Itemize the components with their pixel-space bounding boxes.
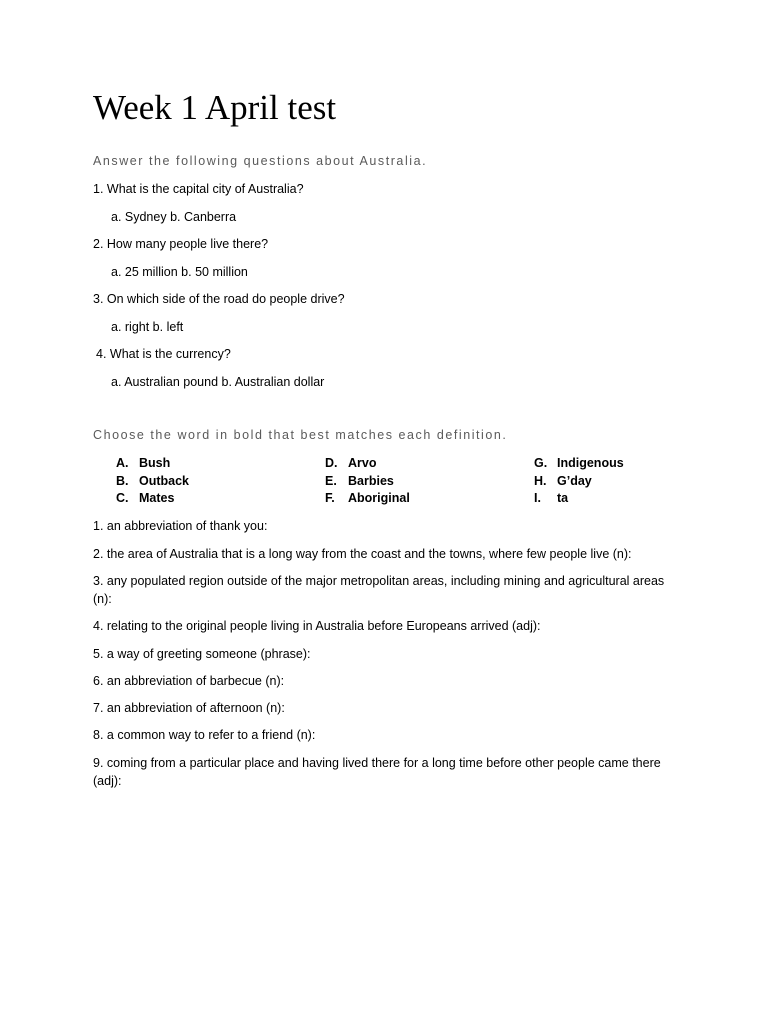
word-bank-item (325, 454, 376, 472)
word-letter: E. (325, 474, 337, 488)
word-bank-item (534, 472, 592, 490)
word-bank-item (325, 489, 410, 507)
word-text: Aboriginal (348, 491, 410, 505)
word-letter: A. (116, 456, 129, 470)
definition-5: 5. a way of greeting someone (phrase): (93, 647, 311, 661)
word-letter: F. (325, 491, 335, 505)
definition-6: 6. an abbreviation of barbecue (n): (93, 674, 285, 688)
word-bank-item (325, 472, 394, 490)
question-1: 1. What is the capital city of Australia? (93, 182, 304, 196)
definition-2: 2. the area of Australia that is a long way from the coast and the towns, where few people live (n): (93, 547, 632, 561)
word-letter: G. (534, 456, 548, 470)
question-4-options: a. Australian pound b. Australian dollar (111, 375, 325, 389)
word-letter: D. (325, 456, 338, 470)
definition-7: 7. an abbreviation of afternoon (n): (93, 701, 285, 715)
definition-3: 3. any populated region outside of the major metropolitan areas, including mining and agricultural areas (n): (93, 574, 665, 606)
word-text: Barbies (348, 474, 394, 488)
definition-9: 9. coming from a particular place and having lived there for a long time before other people came there (adj): (93, 756, 661, 788)
definition-4: 4. relating to the original people living in Australia before Europeans arrived (adj): (93, 619, 541, 633)
word-text: ta (557, 491, 569, 505)
question-2: 2. How many people live there? (93, 237, 269, 251)
section-1-heading: Answer the following questions about Australia. (93, 154, 428, 168)
word-text: Outback (139, 474, 190, 488)
word-text: Mates (139, 491, 175, 505)
question-1-options: a. Sydney b. Canberra (111, 210, 237, 224)
word-text: Arvo (348, 456, 377, 470)
word-bank-item (116, 489, 174, 507)
definition-8: 8. a common way to refer to a friend (n): (93, 728, 316, 742)
section-2-heading: Choose the word in bold that best matches each definition. (93, 428, 508, 442)
question-2-options: a. 25 million b. 50 million (111, 265, 248, 279)
definition-1: 1. an abbreviation of thank you: (93, 519, 268, 533)
page-title: Week 1 April test (93, 88, 337, 127)
word-letter: I. (534, 491, 541, 505)
word-bank-item (534, 489, 568, 507)
word-text: G’day (557, 474, 592, 488)
word-letter: B. (116, 474, 129, 488)
word-letter: C. (116, 491, 129, 505)
word-bank-item (116, 454, 170, 472)
word-text: Bush (139, 456, 171, 470)
question-3-options: a. right b. left (111, 320, 184, 334)
word-text: Indigenous (557, 456, 624, 470)
question-4: 4. What is the currency? (96, 347, 231, 361)
question-3: 3. On which side of the road do people drive? (93, 292, 345, 306)
word-bank-item (534, 454, 624, 472)
word-letter: H. (534, 474, 547, 488)
word-bank-item (116, 472, 189, 490)
